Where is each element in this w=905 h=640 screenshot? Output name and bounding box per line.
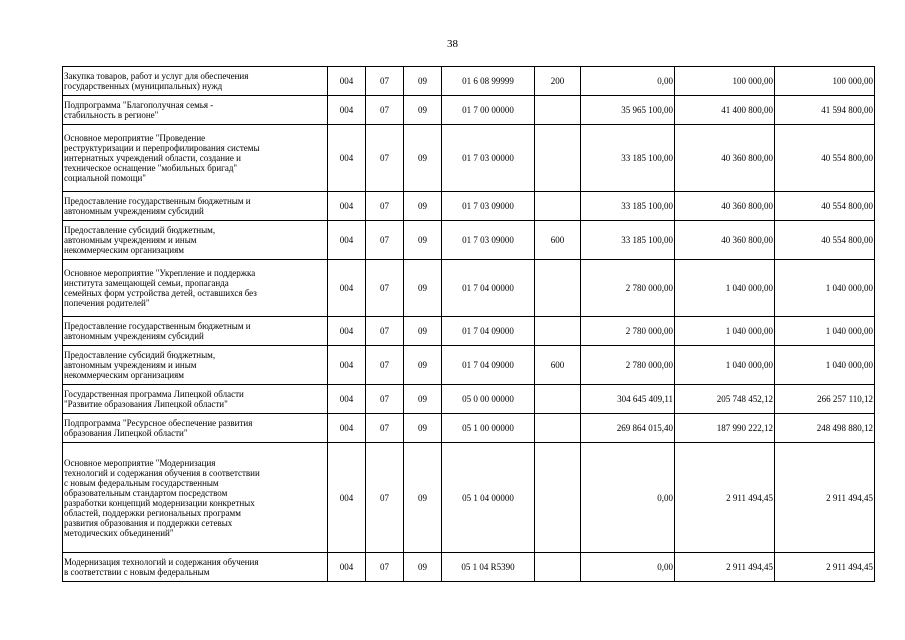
table-row	[63, 260, 875, 317]
row-name-cell: Основное мероприятие "Проведение реструктуризации и перепрофилирования системы интернатных учреждений области, создание и техническое оснащение "мобильных бригад" социальной помощи"	[63, 125, 328, 192]
expense-type-cell	[535, 317, 581, 346]
target-article-cell: 01 6 08 99999	[442, 67, 535, 96]
amount-year3-cell: 1 040 000,00	[775, 260, 875, 317]
amount-year3-cell: 40 554 800,00	[775, 125, 875, 192]
target-article-cell: 05 1 00 00000	[442, 414, 535, 443]
amount-year1-cell: 2 780 000,00	[581, 260, 675, 317]
target-article-cell: 05 1 04 R5390	[442, 553, 535, 582]
amount-year3-cell: 1 040 000,00	[775, 346, 875, 385]
amount-year2-cell: 40 360 800,00	[675, 125, 775, 192]
table-row	[63, 443, 875, 553]
subsection-code-cell: 09	[404, 125, 442, 192]
amount-year1-cell: 269 864 015,40	[581, 414, 675, 443]
amount-year3-cell: 41 594 800,00	[775, 96, 875, 125]
row-name-cell: Подпрограмма "Ресурсное обеспечение развития образования Липецкой области"	[63, 414, 328, 443]
table-row	[63, 67, 875, 96]
row-name-cell: Предоставление государственным бюджетным и автономным учреждениям субсидий	[63, 192, 328, 221]
target-article-cell: 01 7 04 00000	[442, 260, 535, 317]
row-name-cell: Государственная программа Липецкой области "Развитие образования Липецкой области"	[63, 385, 328, 414]
section-code-cell: 07	[366, 385, 404, 414]
amount-year2-cell: 187 990 222,12	[675, 414, 775, 443]
amount-year2-cell: 1 040 000,00	[675, 260, 775, 317]
amount-year1-cell: 35 965 100,00	[581, 96, 675, 125]
expense-type-cell	[535, 414, 581, 443]
expense-type-cell: 600	[535, 221, 581, 260]
table-row	[63, 414, 875, 443]
subsection-code-cell: 09	[404, 346, 442, 385]
subsection-code-cell: 09	[404, 67, 442, 96]
ministry-code-cell: 004	[328, 260, 366, 317]
amount-year1-cell: 33 185 100,00	[581, 192, 675, 221]
table-row	[63, 553, 875, 582]
target-article-cell: 01 7 00 00000	[442, 96, 535, 125]
row-name-cell: Основное мероприятие "Укрепление и поддержка института замещающей семьи, пропаганда семейных форм устройства детей, оставшихся без попечения родителей"	[63, 260, 328, 317]
subsection-code-cell: 09	[404, 317, 442, 346]
target-article-cell: 01 7 03 00000	[442, 125, 535, 192]
expense-type-cell	[535, 385, 581, 414]
amount-year3-cell: 40 554 800,00	[775, 221, 875, 260]
table-row	[63, 96, 875, 125]
amount-year3-cell: 266 257 110,12	[775, 385, 875, 414]
budget-table-body	[63, 67, 875, 582]
amount-year1-cell: 33 185 100,00	[581, 125, 675, 192]
section-code-cell: 07	[366, 260, 404, 317]
budget-table	[62, 66, 875, 582]
amount-year1-cell: 0,00	[581, 443, 675, 553]
expense-type-cell	[535, 192, 581, 221]
amount-year1-cell: 2 780 000,00	[581, 317, 675, 346]
expense-type-cell	[535, 260, 581, 317]
amount-year2-cell: 1 040 000,00	[675, 317, 775, 346]
row-name-cell: Предоставление субсидий бюджетным, автономным учреждениям и иным некоммерческим организациям	[63, 346, 328, 385]
ministry-code-cell: 004	[328, 385, 366, 414]
expense-type-cell: 200	[535, 67, 581, 96]
amount-year2-cell: 41 400 800,00	[675, 96, 775, 125]
section-code-cell: 07	[366, 192, 404, 221]
ministry-code-cell: 004	[328, 443, 366, 553]
ministry-code-cell: 004	[328, 317, 366, 346]
row-name-cell: Подпрограмма "Благополучная семья - стабильность в регионе"	[63, 96, 328, 125]
subsection-code-cell: 09	[404, 260, 442, 317]
amount-year2-cell: 205 748 452,12	[675, 385, 775, 414]
ministry-code-cell: 004	[328, 125, 366, 192]
expense-type-cell: 600	[535, 346, 581, 385]
table-row	[63, 192, 875, 221]
target-article-cell: 01 7 03 09000	[442, 221, 535, 260]
subsection-code-cell: 09	[404, 96, 442, 125]
amount-year2-cell: 2 911 494,45	[675, 443, 775, 553]
section-code-cell: 07	[366, 346, 404, 385]
table-row	[63, 346, 875, 385]
amount-year1-cell: 0,00	[581, 67, 675, 96]
section-code-cell: 07	[366, 414, 404, 443]
ministry-code-cell: 004	[328, 96, 366, 125]
amount-year1-cell: 304 645 409,11	[581, 385, 675, 414]
subsection-code-cell: 09	[404, 553, 442, 582]
amount-year1-cell: 0,00	[581, 553, 675, 582]
table-row	[63, 385, 875, 414]
amount-year3-cell: 100 000,00	[775, 67, 875, 96]
section-code-cell: 07	[366, 67, 404, 96]
amount-year2-cell: 2 911 494,45	[675, 553, 775, 582]
target-article-cell: 05 0 00 00000	[442, 385, 535, 414]
row-name-cell: Закупка товаров, работ и услуг для обеспечения государственных (муниципальных) нужд	[63, 67, 328, 96]
page-number: 38	[447, 38, 458, 50]
ministry-code-cell: 004	[328, 414, 366, 443]
ministry-code-cell: 004	[328, 346, 366, 385]
amount-year1-cell: 33 185 100,00	[581, 221, 675, 260]
target-article-cell: 01 7 03 09000	[442, 192, 535, 221]
amount-year2-cell: 40 360 800,00	[675, 221, 775, 260]
section-code-cell: 07	[366, 443, 404, 553]
section-code-cell: 07	[366, 96, 404, 125]
row-name-cell: Основное мероприятие "Модернизация технологий и содержания обучения в соответствии с новым федеральным государственным образовательным стандартом посредством разработки концепций модернизации конкретных областей, поддержки региональных программ развития образования и поддержки сетевых методических объединений"	[63, 443, 328, 553]
target-article-cell: 01 7 04 09000	[442, 346, 535, 385]
expense-type-cell	[535, 125, 581, 192]
target-article-cell: 05 1 04 00000	[442, 443, 535, 553]
amount-year3-cell: 40 554 800,00	[775, 192, 875, 221]
amount-year2-cell: 1 040 000,00	[675, 346, 775, 385]
section-code-cell: 07	[366, 317, 404, 346]
row-name-cell: Модернизация технологий и содержания обучения в соответствии с новым федеральным	[63, 553, 328, 582]
ministry-code-cell: 004	[328, 553, 366, 582]
expense-type-cell	[535, 443, 581, 553]
expense-type-cell	[535, 553, 581, 582]
subsection-code-cell: 09	[404, 414, 442, 443]
amount-year3-cell: 248 498 880,12	[775, 414, 875, 443]
amount-year2-cell: 100 000,00	[675, 67, 775, 96]
ministry-code-cell: 004	[328, 67, 366, 96]
subsection-code-cell: 09	[404, 385, 442, 414]
subsection-code-cell: 09	[404, 192, 442, 221]
amount-year3-cell: 1 040 000,00	[775, 317, 875, 346]
ministry-code-cell: 004	[328, 192, 366, 221]
amount-year1-cell: 2 780 000,00	[581, 346, 675, 385]
section-code-cell: 07	[366, 125, 404, 192]
section-code-cell: 07	[366, 221, 404, 260]
expense-type-cell	[535, 96, 581, 125]
amount-year3-cell: 2 911 494,45	[775, 553, 875, 582]
subsection-code-cell: 09	[404, 221, 442, 260]
amount-year2-cell: 40 360 800,00	[675, 192, 775, 221]
target-article-cell: 01 7 04 09000	[442, 317, 535, 346]
ministry-code-cell: 004	[328, 221, 366, 260]
table-row	[63, 221, 875, 260]
amount-year3-cell: 2 911 494,45	[775, 443, 875, 553]
row-name-cell: Предоставление государственным бюджетным и автономным учреждениям субсидий	[63, 317, 328, 346]
table-row	[63, 125, 875, 192]
section-code-cell: 07	[366, 553, 404, 582]
row-name-cell: Предоставление субсидий бюджетным, автономным учреждениям и иным некоммерческим организациям	[63, 221, 328, 260]
subsection-code-cell: 09	[404, 443, 442, 553]
table-row	[63, 317, 875, 346]
